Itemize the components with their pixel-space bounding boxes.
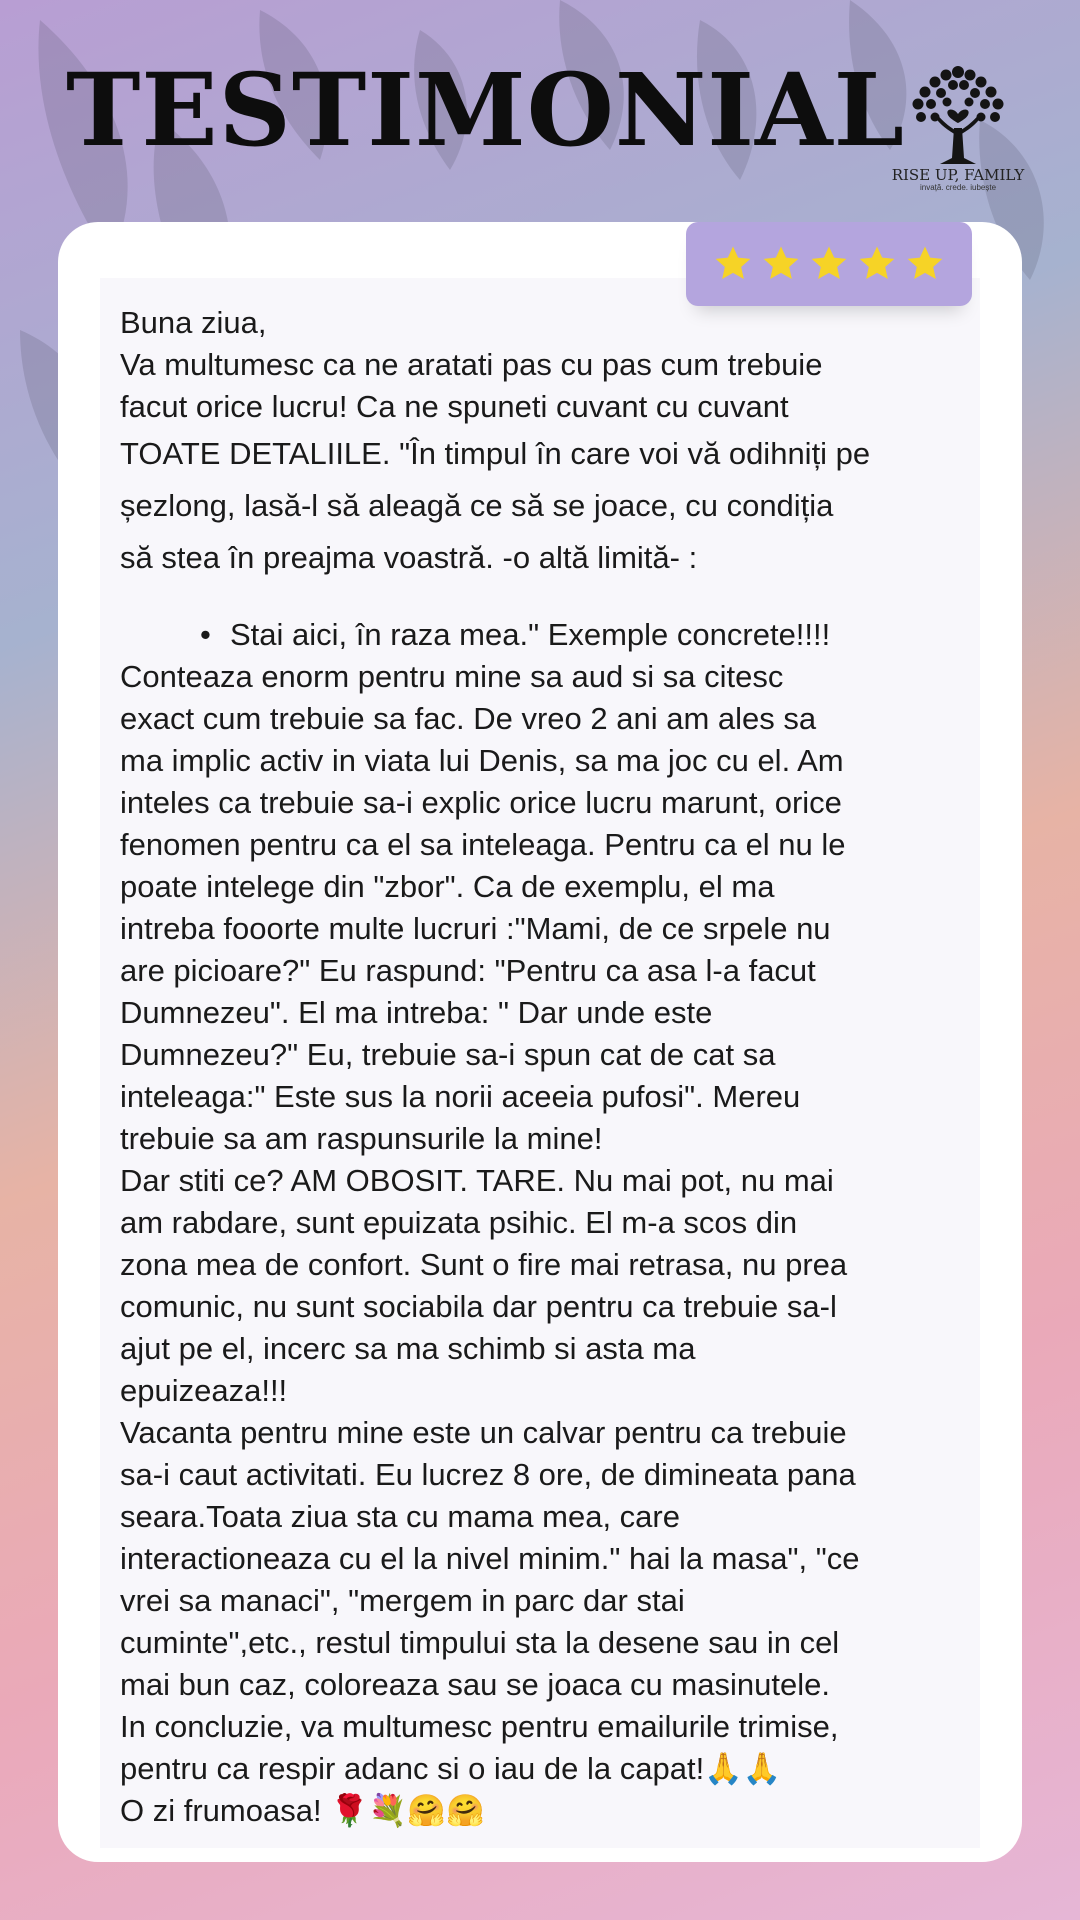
message-line: am rabdare, sunt epuizata psihic. El m-a scos din xyxy=(120,1205,798,1240)
message-line: ajut pe el, incerc sa ma schimb si asta ma xyxy=(120,1331,696,1366)
message-line: cuminte",etc., restul timpului sta la desene sau in cel xyxy=(120,1625,840,1660)
message-line: epuizeaza!!! xyxy=(120,1373,288,1408)
message-quote xyxy=(120,428,980,584)
star-icon xyxy=(809,244,849,284)
message-line: TOATE DETALIILE. "În timpul în care voi vă odihniți pe xyxy=(120,436,871,471)
message-line: trebuie sa am raspunsurile la mine! xyxy=(120,1121,603,1156)
rating-stars xyxy=(686,222,972,306)
star-icon xyxy=(905,244,945,284)
message-bullet: • Stai aici, în raza mea." Exemple concrete!!!! xyxy=(120,614,980,656)
star-icon xyxy=(713,244,753,284)
message-line: comunic, nu sunt sociabila dar pentru ca trebuie sa-l xyxy=(120,1289,837,1324)
tree-hearts-icon xyxy=(903,62,1013,166)
message-line: pentru ca respir adanc si o iau de la capat!🙏🙏 xyxy=(120,1751,782,1786)
message-line: seara.Toata ziua sta cu mama mea, care xyxy=(120,1499,680,1534)
logo-tagline: invață. crede. iubește xyxy=(919,183,997,192)
message-line: vrei sa manaci", "mergem in parc dar stai xyxy=(120,1583,685,1618)
message-line: Dumnezeu". El ma intreba: " Dar unde este xyxy=(120,995,713,1030)
testimonial-message xyxy=(120,302,980,1832)
message-line: inteleaga:" Este sus la norii aceeia pufosi". Mereu xyxy=(120,1079,801,1114)
message-line: are picioare?" Eu raspund: "Pentru ca asa l-a facut xyxy=(120,953,816,988)
message-line: intreba fooorte multe lucruri :"Mami, de ce srpele nu xyxy=(120,911,831,946)
message-line: sa-i caut activitati. Eu lucrez 8 ore, de dimineata pana xyxy=(120,1457,856,1492)
message-line: Va multumesc ca ne aratati pas cu pas cum trebuie xyxy=(120,347,823,382)
message-line: Dumnezeu?" Eu, trebuie sa-i spun cat de cat sa xyxy=(120,1037,776,1072)
message-line: să stea în preajma voastră. -o altă limită- : xyxy=(120,540,698,575)
message-line: In concluzie, va multumesc pentru emailurile trimise, xyxy=(120,1709,839,1744)
message-line: interactioneaza cu el la nivel minim." hai la masa", "ce xyxy=(120,1541,860,1576)
message-line: Vacanta pentru mine este un calvar pentru ca trebuie xyxy=(120,1415,847,1450)
message-line: Conteaza enorm pentru mine sa aud si sa citesc xyxy=(120,659,784,694)
message-line: zona mea de confort. Sunt o fire mai retrasa, nu prea xyxy=(120,1247,848,1282)
message-line: Buna ziua, xyxy=(120,305,267,340)
message-line: ma implic activ in viata lui Denis, sa ma joc cu el. Am xyxy=(120,743,844,778)
message-line: poate intelege din "zbor". Ca de exemplu, el ma xyxy=(120,869,775,904)
message-line: fenomen pentru ca el sa inteleaga. Pentru ca el nu le xyxy=(120,827,846,862)
message-line: inteles ca trebuie sa-i explic orice lucru marunt, orice xyxy=(120,785,842,820)
message-line: exact cum trebuie sa fac. De vreo 2 ani am ales sa xyxy=(120,701,817,736)
message-body xyxy=(120,656,980,1832)
message-line: șezlong, lasă-l să aleagă ce să se joace, cu condiția xyxy=(120,488,834,523)
message-line: mai bun caz, coloreaza sau se joaca cu masinutele. xyxy=(120,1667,830,1702)
star-icon xyxy=(761,244,801,284)
message-intro xyxy=(120,302,980,428)
star-icon xyxy=(857,244,897,284)
message-line: facut orice lucru! Ca ne spuneti cuvant cu cuvant xyxy=(120,389,789,424)
message-line: Dar stiti ce? AM OBOSIT. TARE. Nu mai pot, nu mai xyxy=(120,1163,834,1198)
brand-logo xyxy=(888,62,1028,202)
message-line: O zi frumoasa! 🌹💐🤗🤗 xyxy=(120,1793,485,1828)
page-title: TESTIMONIAL xyxy=(66,51,905,169)
logo-name: RISE UP, FAMILY xyxy=(891,166,1025,184)
